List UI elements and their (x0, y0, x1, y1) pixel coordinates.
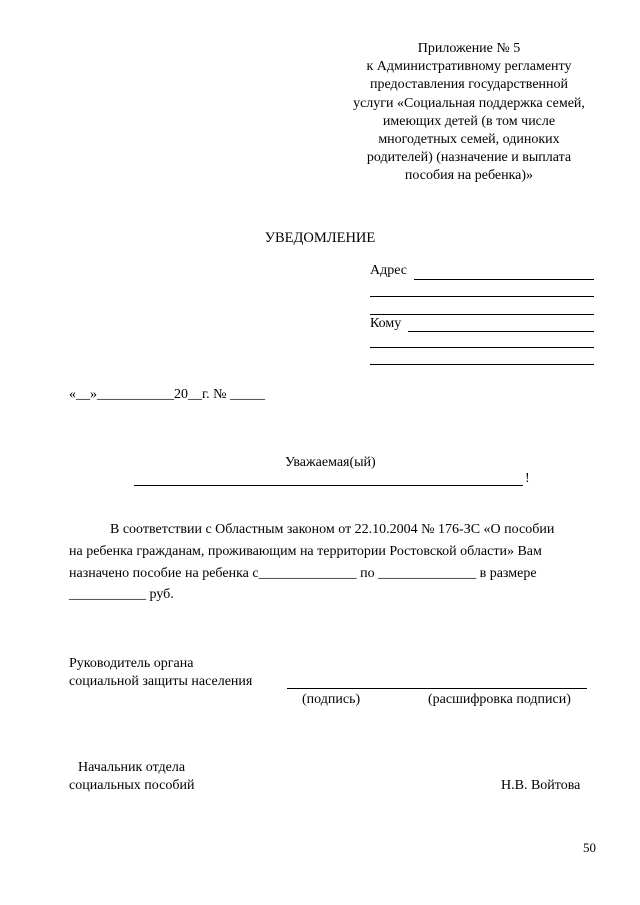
signature-line[interactable] (287, 688, 587, 689)
head-title-line: Руководитель органа (69, 656, 194, 671)
chief-title-line: Начальник отдела (78, 760, 186, 775)
greeting-exclamation: ! (525, 471, 530, 486)
chief-title-line: социальных пособий (69, 778, 195, 793)
address-input-line[interactable] (414, 279, 594, 280)
annex-line: родителей) (назначение и выплата (366, 150, 572, 166)
recipient-input-line[interactable] (408, 331, 594, 332)
recipient-input-line[interactable] (370, 347, 594, 348)
annex-line: предоставления государственной (369, 77, 569, 93)
signature-decode-caption: (расшифровка подписи) (428, 692, 571, 707)
body-line: на ребенка гражданам, проживающим на территории Ростовской области» Вам (69, 544, 542, 559)
chief-name: Н.В. Войтова (501, 778, 581, 793)
address-input-line[interactable] (370, 314, 594, 315)
annex-line: услуги «Социальная поддержка семей, (353, 95, 585, 111)
body-line: назначено пособие на ребенка с______________ по ______________ в размере (69, 566, 537, 581)
document-title: УВЕДОМЛЕНИЕ (264, 230, 376, 246)
signature-caption: (подпись) (302, 692, 361, 707)
greeting-label: Уважаемая(ый) (285, 455, 376, 470)
page-number: 50 (583, 840, 596, 855)
body-line: ___________ руб. (69, 587, 174, 602)
head-title-line: социальной защиты населения (69, 674, 253, 689)
annex-line: к Административному регламенту (366, 59, 572, 75)
date-number-line: «__»___________20__г. № _____ (69, 387, 266, 402)
address-label: Адрес (370, 263, 408, 278)
annex-header (340, 40, 598, 186)
annex-line: многодетных семей, одиноких (378, 132, 560, 148)
annex-line: имеющих детей (в том числе (382, 113, 556, 129)
body-line: В соответствии с Областным законом от 22.10.2004 № 176-ЗС «О пособии (110, 522, 555, 537)
annex-line: пособия на ребенка)» (404, 168, 534, 184)
address-input-line[interactable] (370, 296, 594, 297)
annex-line: Приложение № 5 (417, 41, 521, 56)
recipient-input-line[interactable] (370, 364, 594, 365)
greeting-name-line[interactable] (134, 485, 523, 486)
recipient-label: Кому (370, 316, 402, 331)
